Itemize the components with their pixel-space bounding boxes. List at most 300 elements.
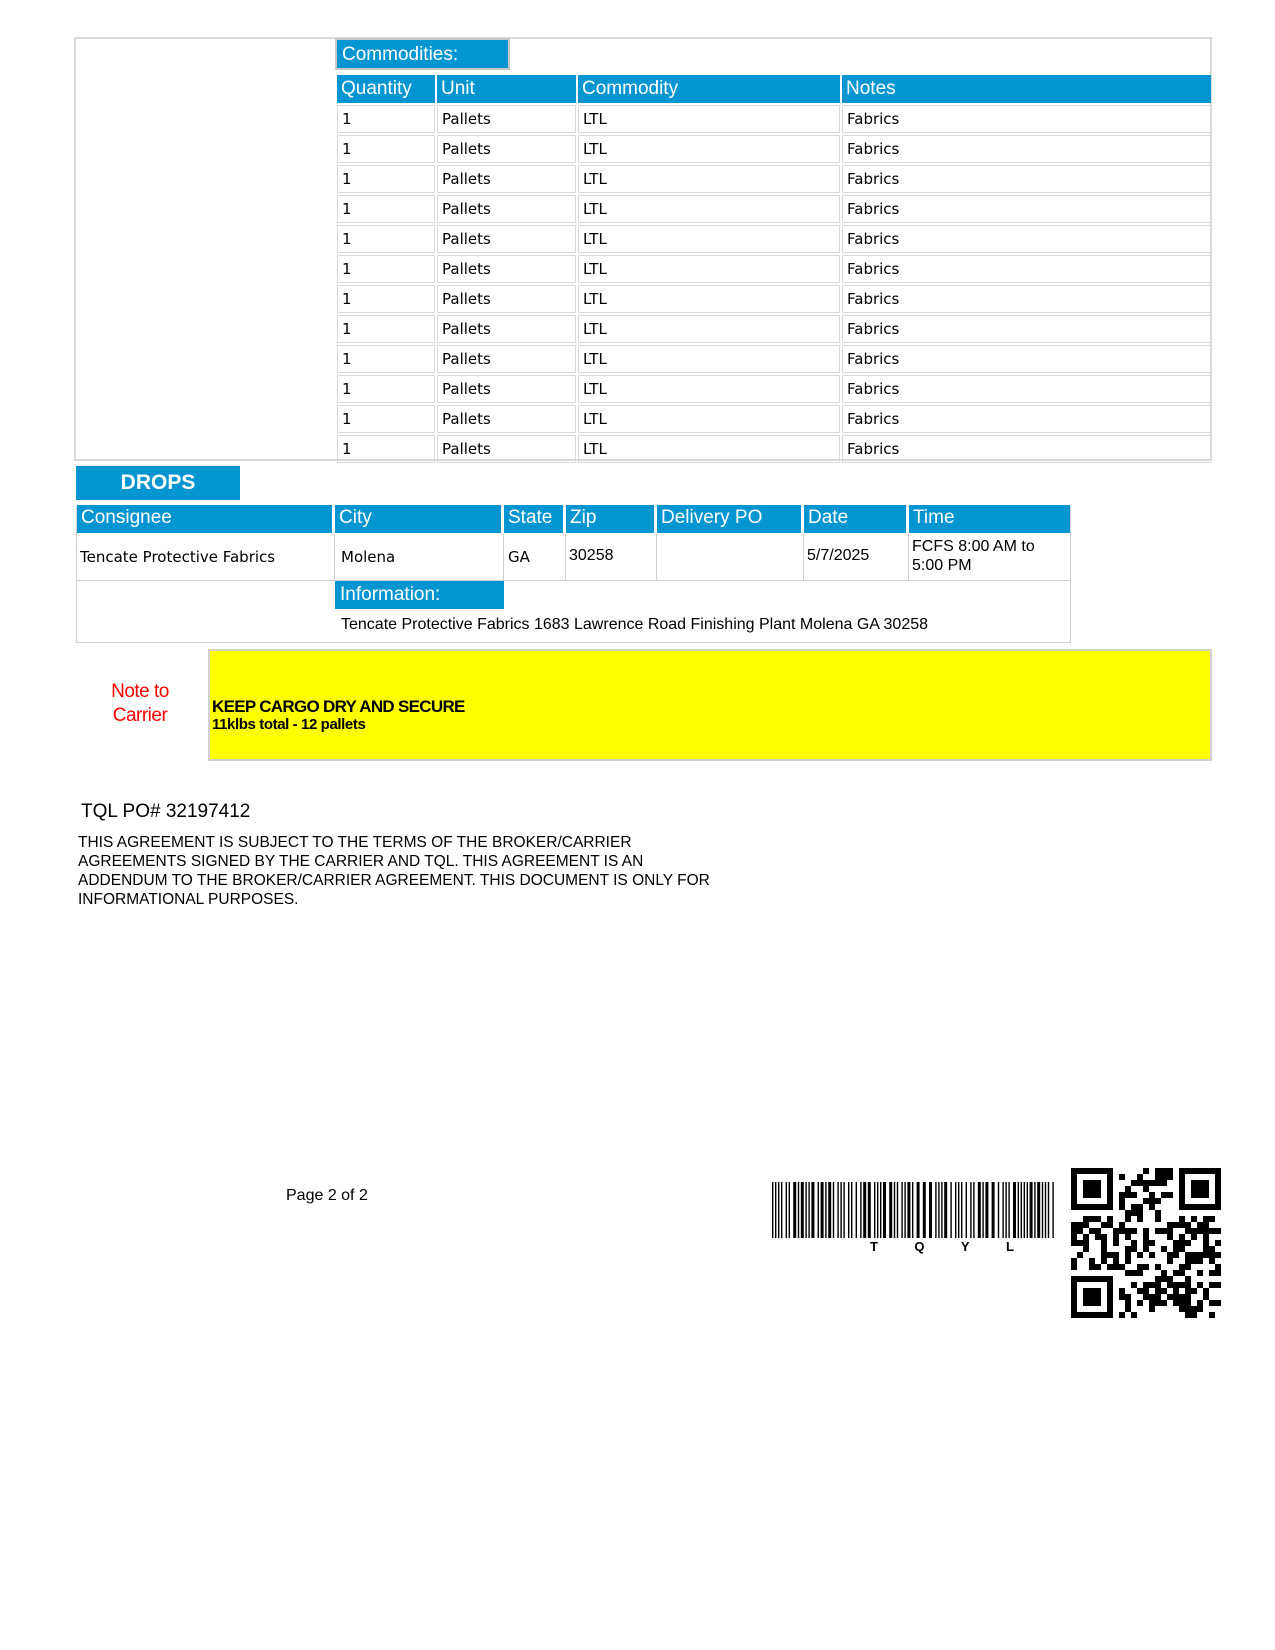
barcode-bar (938, 1182, 939, 1238)
time-line-1: FCFS 8:00 AM to (912, 538, 1035, 555)
qr-module (1071, 1240, 1077, 1246)
cell-quantity: 1 (337, 135, 435, 163)
qr-module (1071, 1258, 1077, 1264)
cell-quantity: 1 (337, 405, 435, 433)
cell-unit: Pallets (437, 195, 576, 223)
cell-quantity: 1 (337, 105, 435, 133)
qr-module (1203, 1252, 1209, 1258)
qr-module (1167, 1294, 1173, 1300)
qr-module (1137, 1252, 1143, 1258)
qr-module (1215, 1252, 1221, 1258)
header-quantity: Quantity (337, 75, 435, 103)
barcode-bar (1030, 1182, 1033, 1238)
table-row (337, 405, 1211, 433)
qr-module (1149, 1282, 1155, 1288)
table-row (337, 375, 1211, 403)
cell-date: 5/7/2025 (807, 547, 870, 564)
barcode-bar (958, 1182, 959, 1238)
barcode-bar (917, 1182, 920, 1238)
barcode-bar (805, 1182, 806, 1238)
qr-module (1161, 1270, 1167, 1276)
cell-city: Molena (341, 548, 396, 566)
qr-module (1101, 1234, 1107, 1240)
qr-module (1215, 1282, 1221, 1288)
qr-module (1125, 1228, 1131, 1234)
cell-commodity: LTL (578, 105, 840, 133)
qr-module (1137, 1264, 1143, 1270)
barcode-bar (778, 1182, 779, 1238)
barcode-bar (970, 1182, 971, 1238)
cell-divider (334, 534, 335, 580)
qr-module (1203, 1228, 1209, 1234)
qr-module (1191, 1258, 1197, 1264)
qr-module (1197, 1282, 1203, 1288)
qr-module (1167, 1282, 1173, 1288)
table-row (337, 135, 1211, 163)
barcode-bar (966, 1182, 967, 1238)
commodities-header-row (337, 75, 1211, 103)
table-row (337, 195, 1211, 223)
barcode-bar (883, 1182, 886, 1238)
qr-module (1161, 1174, 1167, 1180)
qr-module (1215, 1240, 1221, 1246)
qr-module (1149, 1240, 1155, 1246)
cell-notes: Fabrics (842, 255, 1211, 283)
qr-module (1125, 1270, 1131, 1276)
qr-module (1149, 1192, 1155, 1198)
barcode-bar (840, 1182, 841, 1238)
qr-module (1185, 1276, 1191, 1282)
page-number: Page 2 of 2 (286, 1187, 368, 1204)
barcode-bar (897, 1182, 898, 1238)
qr-module (1155, 1180, 1161, 1186)
qr-module (1161, 1192, 1167, 1198)
qr-module (1125, 1186, 1131, 1192)
qr-module (1131, 1210, 1137, 1216)
qr-module (1203, 1294, 1209, 1300)
barcode-bar (961, 1182, 962, 1238)
cell-commodity: LTL (578, 225, 840, 253)
qr-module (1101, 1222, 1107, 1228)
qr-module (1119, 1228, 1125, 1234)
cell-notes: Fabrics (842, 135, 1211, 163)
qr-module (1113, 1228, 1119, 1234)
note-to-carrier-label (100, 680, 180, 728)
cell-notes: Fabrics (842, 345, 1211, 373)
qr-module (1191, 1288, 1197, 1294)
qr-module (1143, 1228, 1149, 1234)
qr-module (1185, 1312, 1191, 1318)
qr-module (1125, 1252, 1131, 1258)
qr-module (1089, 1264, 1095, 1270)
cell-divider (803, 534, 804, 580)
qr-module (1155, 1228, 1161, 1234)
barcode-caption (870, 1239, 1020, 1254)
qr-module (1101, 1240, 1107, 1246)
qr-module (1179, 1270, 1185, 1276)
qr-module (1071, 1228, 1077, 1234)
cell-notes: Fabrics (842, 195, 1211, 223)
qr-module (1137, 1270, 1143, 1276)
barcode-bar (1037, 1182, 1040, 1238)
qr-module (1155, 1300, 1161, 1306)
qr-module (1185, 1252, 1191, 1258)
barcode-bar (901, 1182, 902, 1238)
agreement-line: AGREEMENTS SIGNED BY THE CARRIER AND TQL. THIS AGREEMENT IS AN (78, 853, 644, 870)
cell-unit: Pallets (437, 405, 576, 433)
barcode-char: Y (960, 1239, 976, 1254)
qr-module (1185, 1228, 1191, 1234)
barcode-bar (935, 1182, 936, 1238)
qr-module (1167, 1168, 1173, 1174)
cell-commodity: LTL (578, 405, 840, 433)
qr-module (1209, 1270, 1215, 1276)
qr-module (1077, 1252, 1083, 1258)
qr-module (1089, 1258, 1095, 1264)
barcode-bar (801, 1182, 804, 1238)
barcode-bar (848, 1182, 849, 1238)
header-notes: Notes (842, 75, 1211, 103)
qr-module (1191, 1306, 1197, 1312)
barcode-bar (775, 1182, 776, 1238)
qr-module (1077, 1240, 1083, 1246)
barcode-bar (1008, 1182, 1009, 1238)
qr-module (1203, 1234, 1209, 1240)
qr-module (1125, 1192, 1131, 1198)
drops-title: DROPS (76, 466, 240, 500)
qr-module (1143, 1246, 1149, 1252)
cell-unit: Pallets (437, 165, 576, 193)
cell-notes: Fabrics (842, 315, 1211, 343)
cell-commodity: LTL (578, 135, 840, 163)
note-label-line-1: Note to (111, 681, 169, 702)
cell-unit: Pallets (437, 135, 576, 163)
cell-unit: Pallets (437, 285, 576, 313)
qr-module (1077, 1228, 1083, 1234)
qr-module (1137, 1204, 1143, 1210)
barcode-bar (1024, 1182, 1025, 1238)
qr-module (1173, 1282, 1179, 1288)
header-zip: Zip (566, 505, 654, 533)
cell-notes: Fabrics (842, 225, 1211, 253)
qr-module (1119, 1264, 1125, 1270)
qr-module (1131, 1192, 1137, 1198)
qr-module (1179, 1306, 1185, 1312)
cell-quantity: 1 (337, 315, 435, 343)
barcode-bar (912, 1182, 913, 1238)
cell-quantity: 1 (337, 165, 435, 193)
qr-module (1167, 1258, 1173, 1264)
barcode-bar (856, 1182, 857, 1238)
qr-module (1089, 1216, 1095, 1222)
barcode-image (772, 1182, 1056, 1238)
qr-module (1083, 1288, 1101, 1306)
header-time: Time (909, 505, 1070, 533)
table-row (337, 285, 1211, 313)
cell-notes: Fabrics (842, 165, 1211, 193)
table-row (337, 435, 1211, 463)
qr-module (1137, 1210, 1143, 1216)
qr-module (1203, 1216, 1209, 1222)
cell-unit: Pallets (437, 315, 576, 343)
barcode-bar (889, 1182, 892, 1238)
barcode-bar (877, 1182, 878, 1238)
qr-module (1131, 1282, 1137, 1288)
barcode-bar (863, 1182, 866, 1238)
qr-module (1209, 1312, 1215, 1318)
po-number: TQL PO# 32197412 (81, 801, 251, 822)
barcode-bar (950, 1182, 951, 1238)
qr-module (1113, 1258, 1119, 1264)
qr-module (1077, 1222, 1083, 1228)
qr-module (1185, 1264, 1191, 1270)
qr-module (1197, 1258, 1203, 1264)
qr-module (1125, 1300, 1131, 1306)
qr-module (1095, 1228, 1101, 1234)
qr-module (1137, 1180, 1143, 1186)
barcode-bar (837, 1182, 838, 1238)
qr-module (1083, 1216, 1089, 1222)
cell-notes: Fabrics (842, 285, 1211, 313)
barcode-bar (998, 1182, 999, 1238)
qr-module (1209, 1246, 1215, 1252)
qr-module (1209, 1228, 1215, 1234)
qr-module (1119, 1294, 1125, 1300)
qr-module (1149, 1198, 1155, 1204)
header-consignee: Consignee (77, 505, 332, 533)
time-line-2: 5:00 PM (912, 557, 972, 574)
commodities-title: Commodities: (335, 38, 510, 70)
barcode-bar (874, 1182, 875, 1238)
qr-module (1191, 1312, 1197, 1318)
qr-module (1173, 1300, 1179, 1306)
qr-module (1143, 1240, 1149, 1246)
barcode-bar (929, 1182, 932, 1238)
qr-module (1185, 1282, 1191, 1288)
cell-quantity: 1 (337, 435, 435, 463)
qr-module (1185, 1288, 1191, 1294)
qr-module (1137, 1216, 1143, 1222)
cell-commodity: LTL (578, 255, 840, 283)
qr-module (1125, 1210, 1131, 1216)
barcode-bar (985, 1182, 988, 1238)
qr-module (1197, 1300, 1203, 1306)
qr-module (1113, 1252, 1119, 1258)
barcode-bar (786, 1182, 787, 1238)
qr-module (1095, 1216, 1101, 1222)
barcode-char: Q (914, 1239, 931, 1254)
qr-module (1155, 1198, 1161, 1204)
qr-module (1113, 1240, 1119, 1246)
qr-module (1119, 1312, 1125, 1318)
cell-commodity: LTL (578, 165, 840, 193)
qr-module (1101, 1258, 1107, 1264)
qr-module (1131, 1312, 1137, 1318)
qr-module (1131, 1204, 1137, 1210)
cell-unit: Pallets (437, 435, 576, 463)
qr-module (1197, 1270, 1203, 1276)
qr-module (1209, 1258, 1215, 1264)
qr-module (1149, 1306, 1155, 1312)
barcode-bar (907, 1182, 910, 1238)
qr-module (1125, 1246, 1131, 1252)
qr-module (1197, 1228, 1203, 1234)
barcode-bar (1021, 1182, 1022, 1238)
qr-module (1191, 1228, 1197, 1234)
qr-module (1209, 1282, 1215, 1288)
cell-divider (656, 534, 657, 580)
qr-module (1107, 1264, 1113, 1270)
barcode-bar (973, 1182, 974, 1238)
qr-module (1203, 1240, 1209, 1246)
barcode-bar (833, 1182, 834, 1238)
qr-module (1119, 1222, 1125, 1228)
qr-module (1185, 1300, 1191, 1306)
qr-module (1197, 1306, 1203, 1312)
barcode-bar (843, 1182, 844, 1238)
barcode-bar (1013, 1182, 1016, 1238)
qr-module (1089, 1228, 1095, 1234)
barcode-bar (944, 1182, 947, 1238)
barcode-bar (828, 1182, 831, 1238)
cell-unit: Pallets (437, 375, 576, 403)
qr-module (1125, 1258, 1131, 1264)
cell-commodity: LTL (578, 315, 840, 343)
qr-module (1161, 1180, 1167, 1186)
qr-module (1197, 1222, 1203, 1228)
qr-module (1185, 1240, 1191, 1246)
barcode-bar (825, 1182, 826, 1238)
qr-module (1083, 1180, 1101, 1198)
header-date: Date (804, 505, 906, 533)
barcode-bar (789, 1182, 790, 1238)
qr-module (1167, 1276, 1173, 1282)
cell-commodity: LTL (578, 345, 840, 373)
barcode-bar (811, 1182, 814, 1238)
information-text: Tencate Protective Fabrics 1683 Lawrence Road Finishing Plant Molena GA 30258 (341, 616, 929, 633)
qr-module (1167, 1228, 1173, 1234)
qr-code-image (1071, 1168, 1221, 1318)
barcode-bar (1002, 1182, 1003, 1238)
qr-module (1185, 1294, 1191, 1300)
barcode-bar (982, 1182, 983, 1238)
cell-quantity: 1 (337, 285, 435, 313)
agreement-line: ADDENDUM TO THE BROKER/CARRIER AGREEMENT. THIS DOCUMENT IS ONLY FOR (78, 872, 710, 889)
barcode-bar (992, 1182, 995, 1238)
qr-module (1083, 1222, 1089, 1228)
barcode-bar (1052, 1182, 1053, 1238)
qr-module (1107, 1216, 1113, 1222)
qr-module (1155, 1174, 1161, 1180)
barcode-bar (1048, 1182, 1049, 1238)
qr-module (1215, 1270, 1221, 1276)
qr-module (1203, 1288, 1209, 1294)
barcode-bar (1045, 1182, 1046, 1238)
qr-module (1203, 1246, 1209, 1252)
qr-module (1119, 1204, 1125, 1210)
cell-quantity: 1 (337, 225, 435, 253)
note-line-1: KEEP CARGO DRY AND SECURE (212, 697, 465, 716)
qr-module (1197, 1252, 1203, 1258)
barcode-bar (955, 1182, 956, 1238)
qr-module (1179, 1216, 1185, 1222)
barcode-bar (904, 1182, 905, 1238)
qr-module (1083, 1240, 1089, 1246)
qr-module (1143, 1294, 1149, 1300)
table-row (337, 225, 1211, 253)
qr-module (1143, 1288, 1149, 1294)
information-label: Information: (335, 581, 504, 609)
barcode-bar (798, 1182, 799, 1238)
barcode-bar (818, 1182, 819, 1238)
qr-module (1131, 1270, 1137, 1276)
qr-module (1209, 1216, 1215, 1222)
barcode-bar (868, 1182, 871, 1238)
qr-module (1095, 1264, 1101, 1270)
agreement-line: INFORMATIONAL PURPOSES. (78, 891, 299, 908)
qr-module (1179, 1234, 1185, 1240)
qr-module (1215, 1228, 1221, 1234)
qr-module (1119, 1288, 1125, 1294)
qr-module (1113, 1264, 1119, 1270)
qr-module (1161, 1276, 1167, 1282)
agreement-text (78, 833, 778, 909)
cell-commodity: LTL (578, 285, 840, 313)
qr-module (1191, 1252, 1197, 1258)
qr-module (1149, 1300, 1155, 1306)
qr-module (1173, 1288, 1179, 1294)
barcode-bar (978, 1182, 981, 1238)
cell-quantity: 1 (337, 375, 435, 403)
qr-module (1167, 1192, 1173, 1198)
cell-divider (565, 534, 566, 580)
qr-module (1143, 1168, 1149, 1174)
qr-module (1071, 1234, 1077, 1240)
cell-commodity: LTL (578, 435, 840, 463)
qr-module (1143, 1180, 1149, 1186)
qr-module (1209, 1252, 1215, 1258)
cell-commodity: LTL (578, 375, 840, 403)
qr-module (1149, 1294, 1155, 1300)
qr-module (1143, 1198, 1149, 1204)
cell-divider (503, 534, 504, 580)
agreement-line: THIS AGREEMENT IS SUBJECT TO THE TERMS OF THE BROKER/CARRIER (78, 834, 632, 851)
qr-module (1179, 1222, 1185, 1228)
qr-module (1203, 1222, 1209, 1228)
qr-module (1131, 1240, 1137, 1246)
cell-divider (908, 534, 909, 580)
qr-module (1185, 1258, 1191, 1264)
qr-module (1143, 1186, 1149, 1192)
cell-notes: Fabrics (842, 405, 1211, 433)
qr-module (1143, 1282, 1149, 1288)
qr-module (1143, 1264, 1149, 1270)
qr-module (1107, 1252, 1113, 1258)
qr-module (1167, 1222, 1173, 1228)
note-line-2: 11klbs total - 12 pallets (212, 716, 366, 733)
qr-module (1125, 1294, 1131, 1300)
qr-module (1155, 1168, 1161, 1174)
header-state: State (504, 505, 563, 533)
barcode-char: T (870, 1239, 884, 1254)
qr-module (1179, 1264, 1185, 1270)
commodities-table (335, 73, 1213, 465)
qr-module (1155, 1276, 1161, 1282)
barcode-bar (1027, 1182, 1028, 1238)
table-row (337, 315, 1211, 343)
qr-module (1113, 1234, 1119, 1240)
cell-unit: Pallets (437, 105, 576, 133)
